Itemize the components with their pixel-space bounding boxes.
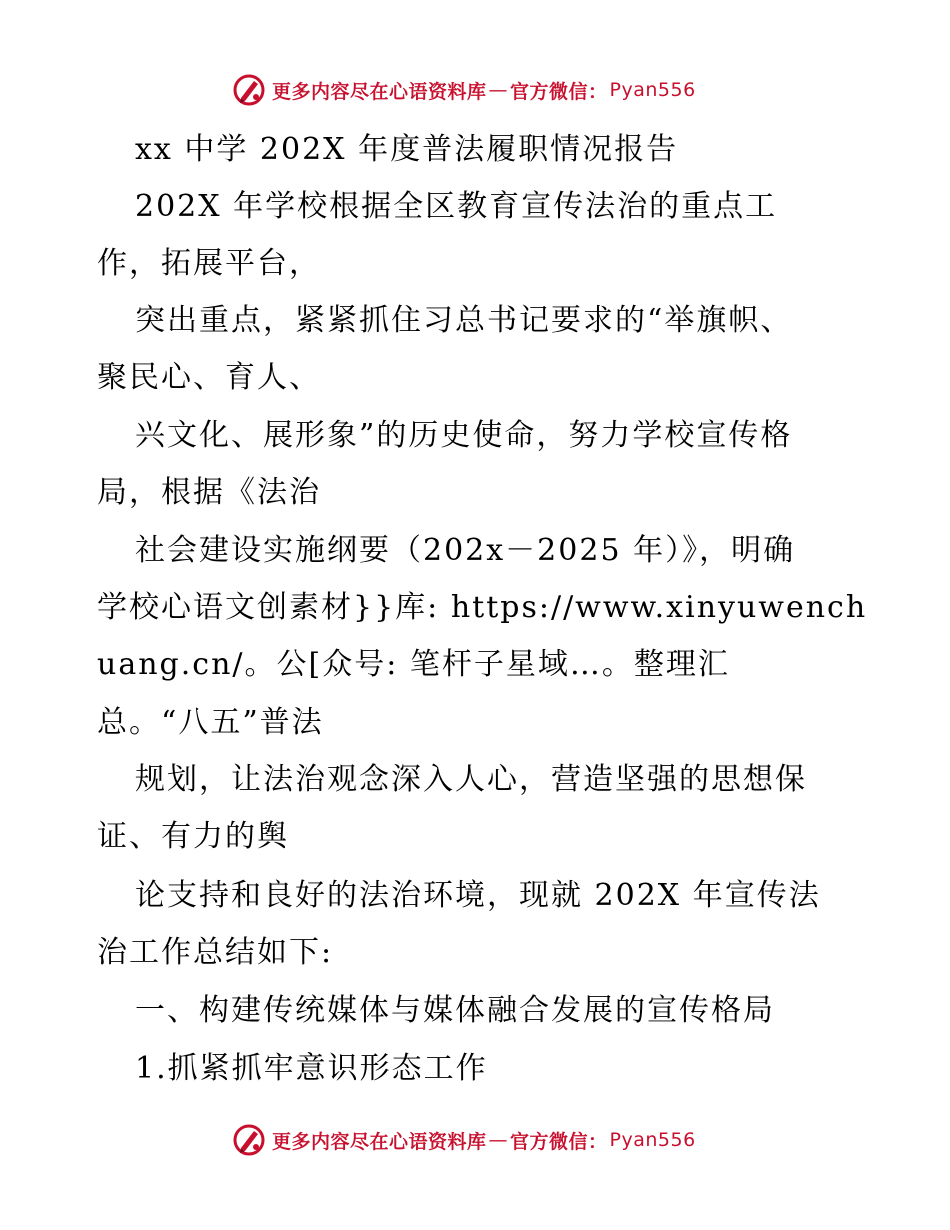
paragraph-line: 202X 年学校根据全区教育宣传法治的重点工 (135, 189, 778, 224)
paragraph-line: 兴文化、展形象”的历史使命，努力学校宣传格 (135, 418, 793, 453)
watermark-official-label: 官方微信： (510, 80, 608, 103)
watermark-main-text: 更多内容尽在心语资料库 (272, 80, 487, 103)
watermark-wechat-id: Pyan556 (609, 1129, 696, 1151)
watermark-official-label: 官方微信： (510, 1130, 608, 1153)
paragraph-line: 局，根据《法治 (97, 475, 321, 510)
paragraph-line: 聚民心、育人、 (97, 360, 321, 395)
paragraph-line: 论支持和良好的法治环境，现就 202X 年宣传法 (135, 878, 821, 913)
watermark-separator: — (488, 1129, 509, 1151)
watermark-wechat-id: Pyan556 (609, 79, 696, 101)
section-heading: 一、构建传统媒体与媒体融合发展的宣传格局 (135, 993, 775, 1028)
paragraph-line: 治工作总结如下: (97, 935, 334, 970)
watermark-main-text: 更多内容尽在心语资料库 (272, 1130, 487, 1153)
header-watermark (232, 72, 696, 108)
paragraph-line: 总。“八五”普法 (97, 705, 324, 740)
paragraph-line: 证、有力的舆 (97, 819, 289, 854)
paragraph-line: uang.cn/。公[众号: 笔杆子星域…。整理汇 (97, 647, 730, 682)
subsection-heading: 1.抓紧抓牢意识形态工作 (135, 1051, 488, 1086)
watermark-separator: — (488, 79, 509, 101)
paragraph-line: 社会建设实施纲要（202x－2025 年）》，明确 (135, 533, 796, 568)
paragraph-line: 作，拓展平台， (97, 246, 321, 281)
document-title: xx 中学 202X 年度普法履职情况报告 (135, 132, 679, 167)
paragraph-line: 突出重点，紧紧抓住习总书记要求的“举旗帜、 (135, 303, 793, 338)
paragraph-line: 学校心语文创素材}}库: https://www.xinyuwench (97, 590, 868, 625)
pen-logo-icon (232, 73, 266, 107)
paragraph-line: 规划，让法治观念深入人心，营造坚强的思想保 (135, 762, 807, 797)
pen-logo-icon (232, 1123, 266, 1157)
footer-watermark (232, 1122, 696, 1158)
